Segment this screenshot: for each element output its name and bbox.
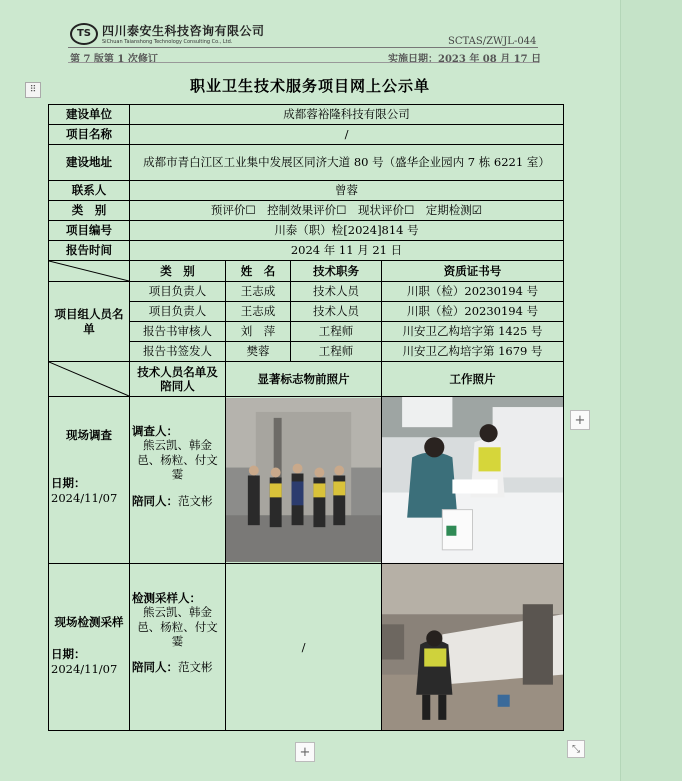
sampling-people-cell [130,563,226,730]
right-margin-strip [620,0,682,781]
escort-label: 陪同人： [132,660,178,675]
table-resize-icon[interactable]: ⤡ [567,740,585,758]
diagonal-cell [49,261,130,282]
add-row-button[interactable]: + [295,742,315,762]
company-name-en: SiChuan Taianshong Technology Consulting Co., Ltd. [102,39,233,45]
staff-type[interactable]: 报告书审核人 [130,322,226,342]
address-value[interactable]: 成都市青白江区工业集中发展区同济大道 80 号（盛华企业园内 7 栋 6221 室） [130,145,564,181]
survey-people-cell [130,397,226,564]
sampling-photo-cell [382,563,564,730]
implementation-date: 实施日期：2023 年 08 月 17 日 [388,54,542,65]
sampling-label-cell [49,563,130,730]
header-divider [68,47,538,48]
disclosure-table [48,104,564,731]
landmark-photo-cell [226,397,382,564]
work-photo[interactable] [382,397,563,563]
staff-cert[interactable]: 川安卫乙构培字第 1425 号 [382,322,564,342]
landmark-placeholder-cell [226,563,382,730]
table-move-handle-icon[interactable]: ⠿ [25,82,41,98]
staff-cert[interactable]: 川安卫乙构培字第 1679 号 [382,342,564,362]
project-name-value[interactable]: / [130,125,564,145]
build-unit-label: 建设单位 [49,105,130,125]
project-name-label: 项目名称 [49,125,130,145]
escort-name: 范文彬 [178,493,213,508]
staff-col-title: 技术职务 [291,261,382,282]
document-code: SCTAS/ZWJL-044 [448,36,537,47]
table-row [49,181,564,201]
photos-col-work: 工作照片 [382,362,564,397]
table-row [49,221,564,241]
build-unit-value[interactable]: 成都蓉裕隆科技有限公司 [130,105,564,125]
staff-type[interactable]: 项目负责人 [130,282,226,302]
survey-date-label: 日期： [51,476,86,491]
investigators-names: 熊云凯、韩金邑、杨粒、付文霎 [137,438,218,482]
survey-label-cell [49,397,130,564]
staff-header-row [49,261,564,282]
staff-type[interactable]: 项目负责人 [130,302,226,322]
sampling-photo[interactable] [382,564,563,730]
table-row [49,201,564,221]
samplers-label: 检测采样人： [132,590,201,605]
contact-label: 联系人 [49,181,130,201]
staff-col-name: 姓 名 [226,261,291,282]
header-divider-2 [68,62,538,63]
staff-title[interactable]: 工程师 [291,342,382,362]
landmark-placeholder: / [301,639,306,654]
page-title: 职业卫生技术服务项目网上公示单 [189,77,430,95]
work-photo-cell [382,397,564,564]
sampling-label: 现场检测采样 [54,614,124,629]
staff-name[interactable]: 刘 萍 [226,322,291,342]
escort-label: 陪同人： [132,493,178,508]
project-no-value[interactable]: 川泰（职）检[2024]814 号 [130,221,564,241]
landmark-photo[interactable] [226,398,381,562]
photos-header-row [49,362,564,397]
table-row [49,105,564,125]
category-label: 类 别 [49,201,130,221]
staff-title[interactable]: 技术人员 [291,282,382,302]
table-row [49,282,564,302]
survey-date: 2024/11/07 [51,490,118,505]
staff-title[interactable]: 工程师 [291,322,382,342]
report-time-label: 报告时间 [49,241,130,261]
staff-cert[interactable]: 川职（检）20230194 号 [382,282,564,302]
table-row [49,145,564,181]
staff-name[interactable]: 王志成 [226,282,291,302]
staff-name[interactable]: 王志成 [226,302,291,322]
investigators-label: 调查人： [132,424,178,438]
category-value[interactable]: 预评价☐ 控制效果评价☐ 现状评价☐ 定期检测☑ [130,201,564,221]
logo-icon: TS [70,23,98,45]
escort-name: 范文彬 [178,660,213,675]
staff-type[interactable]: 报告书签发人 [130,342,226,362]
diagonal-cell [49,362,130,397]
survey-label: 现场调查 [66,428,112,442]
report-time-value[interactable]: 2024 年 11 月 21 日 [130,241,564,261]
survey-row [49,397,564,564]
photos-col-people: 技术人员名单及陪同人 [130,362,226,397]
company-logo [70,22,265,45]
sampling-row [49,563,564,730]
add-column-button[interactable]: + [570,410,590,430]
staff-cert[interactable]: 川职（检）20230194 号 [382,302,564,322]
address-label: 建设地址 [49,145,130,181]
sampling-date-label: 日期： [51,647,86,662]
project-no-label: 项目编号 [49,221,130,241]
staff-col-type: 类 别 [130,261,226,282]
company-name-cn: 四川泰安生科技咨询有限公司 [102,24,265,38]
version-text: 第 7 版第 1 次修订 [70,54,158,65]
staff-title[interactable]: 技术人员 [291,302,382,322]
table-row [49,125,564,145]
sampling-date: 2024/11/07 [51,661,118,676]
contact-value[interactable]: 曾蓉 [130,181,564,201]
staff-group-label: 项目组人员名单 [49,282,130,362]
table-row [49,241,564,261]
samplers-names: 熊云凯、韩金邑、杨粒、付文霎 [137,605,218,649]
staff-col-cert: 资质证书号 [382,261,564,282]
photos-col-landmark: 显著标志物前照片 [226,362,382,397]
staff-name[interactable]: 樊蓉 [226,342,291,362]
